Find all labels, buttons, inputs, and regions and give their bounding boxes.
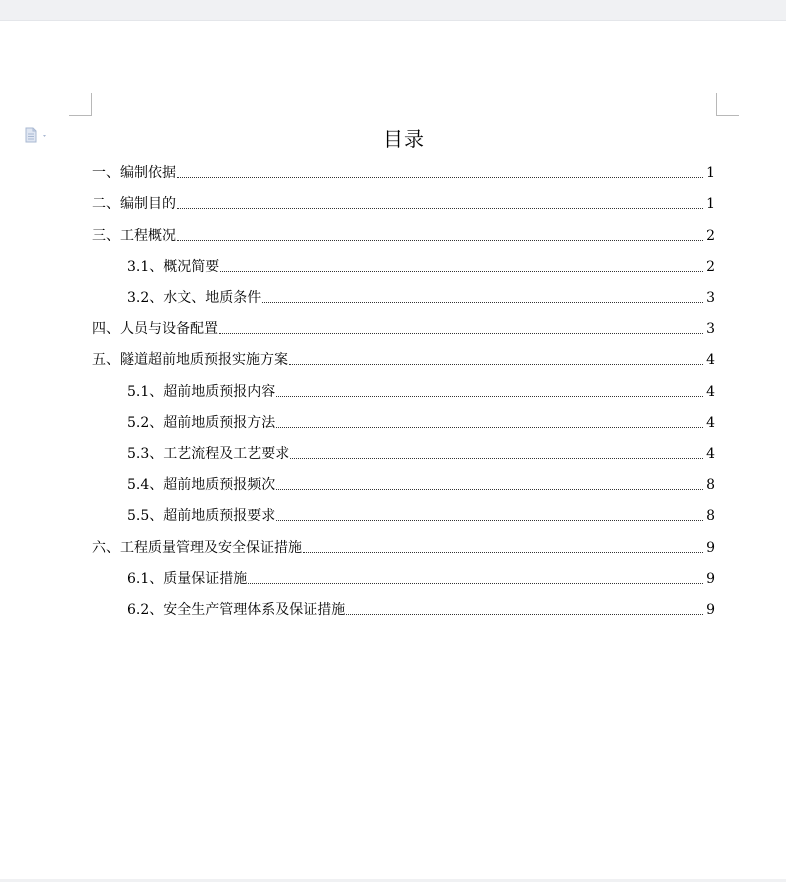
toc-entry[interactable] <box>92 316 715 338</box>
toc-page-number: 3 <box>706 321 715 337</box>
toc-entry-text: 二、编制目的 <box>92 196 176 212</box>
toc-entry[interactable] <box>92 223 715 245</box>
toc-entry-text: 四、人员与设备配置 <box>92 321 218 337</box>
toc-entry-text: 5.1、超前地质预报内容 <box>127 384 276 400</box>
toc-leader-dots <box>219 332 703 334</box>
toc-leader-dots <box>346 613 703 615</box>
toc-leader-dots <box>220 270 703 272</box>
toc-page-number: 8 <box>706 477 715 493</box>
toc-page-number: 4 <box>706 384 715 400</box>
toc-entry-text: 6.2、安全生产管理体系及保证措施 <box>127 602 346 618</box>
toc-leader-dots <box>276 395 703 397</box>
toc-entry[interactable] <box>127 285 715 307</box>
toc-entry-text: 5.2、超前地质预报方法 <box>127 415 276 431</box>
toc-leader-dots <box>303 551 703 553</box>
toc-entry-text: 三、工程概况 <box>92 228 176 244</box>
margin-corner-top-left <box>69 93 92 116</box>
toc-entry-text: 5.5、超前地质预报要求 <box>127 508 276 524</box>
toc-leader-dots <box>276 426 703 428</box>
toc-page-number: 4 <box>706 446 715 462</box>
toc-entry-text: 3.1、概况简要 <box>127 259 220 275</box>
toc-entry[interactable] <box>92 191 715 213</box>
toc-leader-dots <box>276 519 703 521</box>
toc-page-number: 9 <box>706 571 715 587</box>
toc-page-number: 4 <box>706 352 715 368</box>
toc-entry-text: 3.2、水文、地质条件 <box>127 290 262 306</box>
toc-entry-text: 5.3、工艺流程及工艺要求 <box>127 446 290 462</box>
toc-page-number: 2 <box>706 259 715 275</box>
toc-entry[interactable] <box>127 410 715 432</box>
toc-entry-text: 5.4、超前地质预报频次 <box>127 477 276 493</box>
toc-entry[interactable] <box>127 472 715 494</box>
toc-entry-text: 六、工程质量管理及安全保证措施 <box>92 540 302 556</box>
toc-title: 目录 <box>383 127 425 151</box>
toc-page-number: 8 <box>706 508 715 524</box>
toc-entry[interactable] <box>127 441 715 463</box>
toc-entry-text: 一、编制依据 <box>92 165 176 181</box>
toc-leader-dots <box>248 582 703 584</box>
toc-leader-dots <box>290 457 703 459</box>
toc-leader-dots <box>276 488 703 490</box>
toc-entry[interactable] <box>127 503 715 525</box>
toc-leader-dots <box>262 301 703 303</box>
toc-page-number: 2 <box>706 228 715 244</box>
toc-page-number: 4 <box>706 415 715 431</box>
toc-leader-dots <box>177 239 703 241</box>
toc-leader-dots <box>177 207 703 209</box>
toc-leader-dots <box>177 176 703 178</box>
toc-page-number: 9 <box>706 602 715 618</box>
toc-page-number: 1 <box>706 196 715 212</box>
toc-page-number: 1 <box>706 165 715 181</box>
toc-page-number: 9 <box>706 540 715 556</box>
toc-entry[interactable] <box>92 347 715 369</box>
toc-entry[interactable] <box>92 160 715 182</box>
toolbar-strip <box>0 0 786 21</box>
toc-leader-dots <box>289 363 703 365</box>
toc-entry[interactable] <box>92 535 715 557</box>
toc-entry[interactable] <box>127 566 715 588</box>
toc-entry[interactable] <box>127 379 715 401</box>
toc-entry[interactable] <box>127 597 715 619</box>
margin-corner-top-right <box>716 93 739 116</box>
toc-entry-text: 6.1、质量保证措施 <box>127 571 248 587</box>
toc-page-number: 3 <box>706 290 715 306</box>
toc-entry[interactable] <box>127 254 715 276</box>
toc-entry-text: 五、隧道超前地质预报实施方案 <box>92 352 288 368</box>
